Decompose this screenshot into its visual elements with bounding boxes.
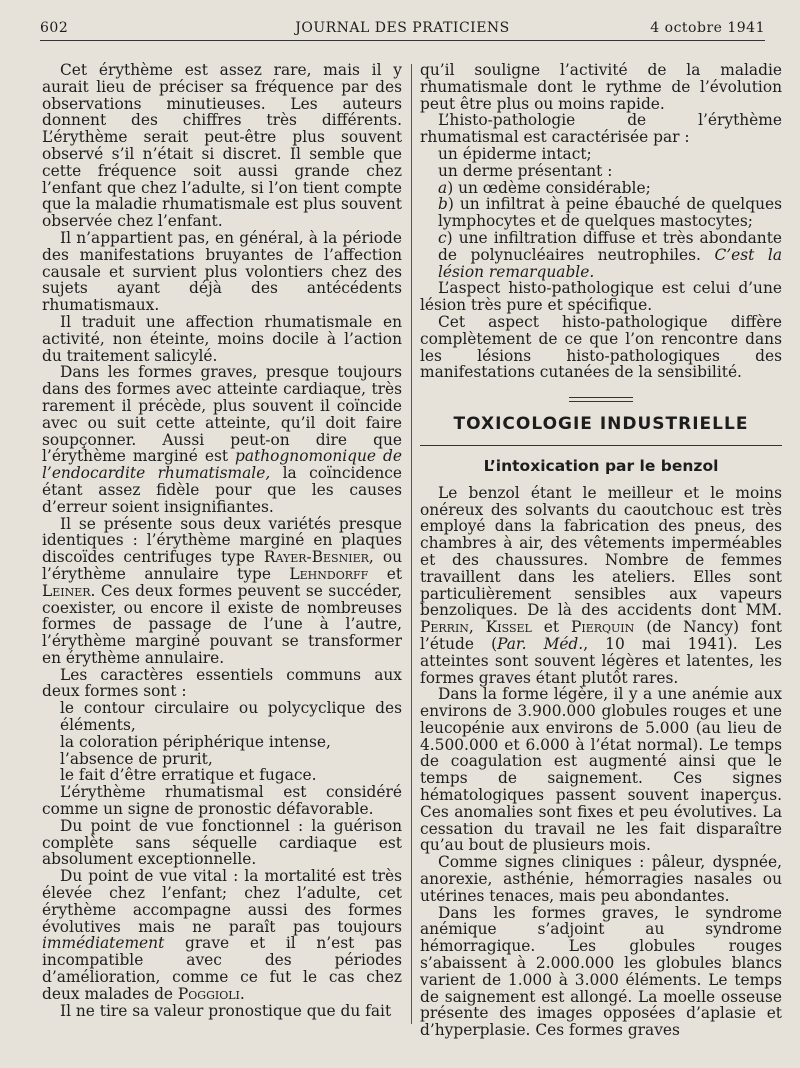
paragraph: Il se présente sous deux variétés presque identiques : l’érythème marginé en plaques discoïdes centrifuges type Rayer-Besnier, ou l’érythème annulaire type Lehndorff et Leiner. Ces deux formes peuvent se succéder, coexister, ou encore il existe de nombreuses formes de passage de l’une à l’autre, l’érythème marginé pouvant se transformer en érythème annulaire.: [42, 514, 403, 667]
issue-date: 4 octobre 1941: [650, 20, 765, 36]
author-name: Poggioli: [177, 984, 240, 1003]
paragraph: Les caractères essentiels communs aux deux formes sont :: [42, 665, 402, 701]
paragraph: Le benzol étant le meilleur et le moins onéreux des solvants du caoutchouc est très employé dans la fabrication des pneus, des chambres à air, des vêtements imperméables et des chaussures. Nombre de femmes travaillent dans les ateliers. Elles sont particulièrement sensibles aux vapeurs benzoliques. De là des accidents dont MM. Perrin, Kissel et Pierquin (de Nancy) font l’étude (Par. Méd., 10 mai 1941). Les atteintes sont souvent légères et latentes, les formes graves étant plutôt rares.: [420, 483, 782, 687]
author-name: Pierquin: [571, 618, 635, 637]
paragraph: Cet érythème est assez rare, mais il y aurait lieu de préciser sa fréquence par des observations minutieuses. Les auteurs donnent des chiffres très différents. L’érythème serait peut-être plus souvent observé s’il n’était si discret. Il semble que cette fréquence soit aussi grande chez l’enfant que chez l’adulte, si l’on tient compte que la maladie rhumatismale est plus souvent observée chez l’enfant.: [42, 61, 402, 231]
column-divider: [411, 64, 412, 1024]
author-name: Kissel: [485, 618, 532, 637]
paragraph: Il n’appartient pas, en général, à la période des manifestations bruyantes de l’affection causale et survient plus volontiers chez des sujets ayant déjà des antécédents rhumatismaux.: [42, 228, 402, 315]
paragraph: Du point de vue fonctionnel : la guérison complète sans séquelle cardiaque est absolument exceptionnelle.: [42, 816, 402, 869]
author-name: Lehndorff: [289, 564, 369, 583]
paragraph: Il traduit une affection rhumatismale en activité, non éteinte, moins docile à l’action du traitement salicylé.: [42, 312, 402, 365]
paragraph: Il ne tire sa valeur pronostique que du fait: [60, 1001, 392, 1020]
author-name: Perrin: [420, 618, 469, 637]
emphasis: pathognomonique de l’endocardite rhumatismale,: [42, 447, 403, 483]
running-header: [40, 18, 765, 41]
paragraph: Du point de vue vital : la mortalité est très élevée chez l’enfant; chez l’adulte, cet érythème accompagne aussi des formes évolutives mais ne paraît pas toujours immédiatement grave et il n’est pas incompatible avec des périodes d’amélioration, comme ce fut le cas chez deux malades de Poggioli.: [42, 867, 402, 1003]
list-item: c) une infiltration diffuse et très abondante de polynucléaires neutrophiles. C’est la lésion remarquable.: [438, 228, 782, 281]
list-item: la coloration périphérique intense,: [60, 732, 331, 751]
list-item: l’absence de prurit,: [60, 749, 213, 768]
paragraph: qu’il souligne l’activité de la maladie rhumatismale dont le rythme de l’évolution peut être plus ou moins rapide.: [420, 61, 782, 113]
list-item: a) un œdème considérable;: [438, 178, 651, 197]
paragraph: L’aspect histo-pathologique est celui d’une lésion très pure et spécifique.: [420, 279, 782, 315]
journal-title: JOURNAL DES PRATICIENS: [295, 20, 510, 36]
paragraph: Dans les formes graves, le syndrome anémique s’adjoint au syndrome hémorragique. Les globules rouges s’abaissent à 2.000.000 les globules blancs varient de 1.000 à 3.000 éléments. Le temps de saignement est allongé. La moelle osseuse présente des images opposées d’aplasie et d’hyperplasie. Ces formes graves: [420, 903, 782, 1040]
citation: Par. Méd.: [497, 634, 584, 653]
paragraph: Comme signes cliniques : pâleur, dyspnée, anorexie, asthénie, hémorragies nasales ou utérines tenaces, mais peu abondantes.: [420, 853, 782, 905]
emphasis: immédiatement: [42, 934, 165, 953]
paragraph: Cet aspect histo-pathologique diffère complètement de ce que l’on rencontre dans les lésions histo-pathologiques des manifestations cutanées de la sensibilité.: [420, 312, 782, 382]
paragraph: L’érythème rhumatismal est considéré comme un signe de pronostic défavorable.: [42, 783, 402, 819]
list-item: le contour circulaire ou polycyclique des éléments,: [60, 699, 402, 735]
left-column: [42, 62, 402, 1030]
list-item: le fait d’être erratique et fugace.: [60, 766, 317, 785]
list-item: un derme présentant :: [438, 161, 613, 180]
paragraph: Dans la forme légère, il y a une anémie aux environs de 3.900.000 globules rouges et une leucopénie aux environs de 5.000 (au lieu de 4.500.000 et 6.000 à l’état normal). Le temps de coagulation est augmenté ainsi que le temps de saignement. Ces signes hématologiques passent souvent inaperçus. Ces anomalies sont fixes et peu évolutives. La cessation du travail ne les fait disparaître qu’au bout de plusieurs mois.: [420, 685, 782, 855]
paragraph: Dans les formes graves, presque toujours dans des formes avec atteinte cardiaque, très rarement il précède, plus souvent il coïncide avec ou suit cette atteinte, qu’il doit faire soupçonner. Aussi peut-on dire que l’érythème marginé est pathognomonique de l’endocardite rhumatismale, la coïncidence étant assez fidèle pour que les causes d’erreur soient insignifiantes.: [42, 363, 403, 516]
emphasis: C’est la lésion remarquable.: [438, 245, 782, 281]
right-column: [420, 61, 782, 1040]
author-name: Leiner: [42, 581, 91, 600]
list-item: un épiderme intact;: [438, 144, 592, 163]
page-number: 602: [40, 20, 69, 36]
article-title: L’intoxication par le benzol: [483, 456, 719, 475]
section-separator: [569, 397, 633, 402]
list-item: b) un infiltrat à peine ébauché de quelques lymphocytes et de quelques mastocytes;: [438, 195, 782, 231]
section-title: TOXICOLOGIE INDUSTRIELLE: [420, 416, 782, 446]
author-name: Rayer-Besnier: [263, 548, 369, 567]
paragraph: L’histo-pathologie de l’érythème rhumatismal est caractérisée par :: [420, 111, 782, 147]
